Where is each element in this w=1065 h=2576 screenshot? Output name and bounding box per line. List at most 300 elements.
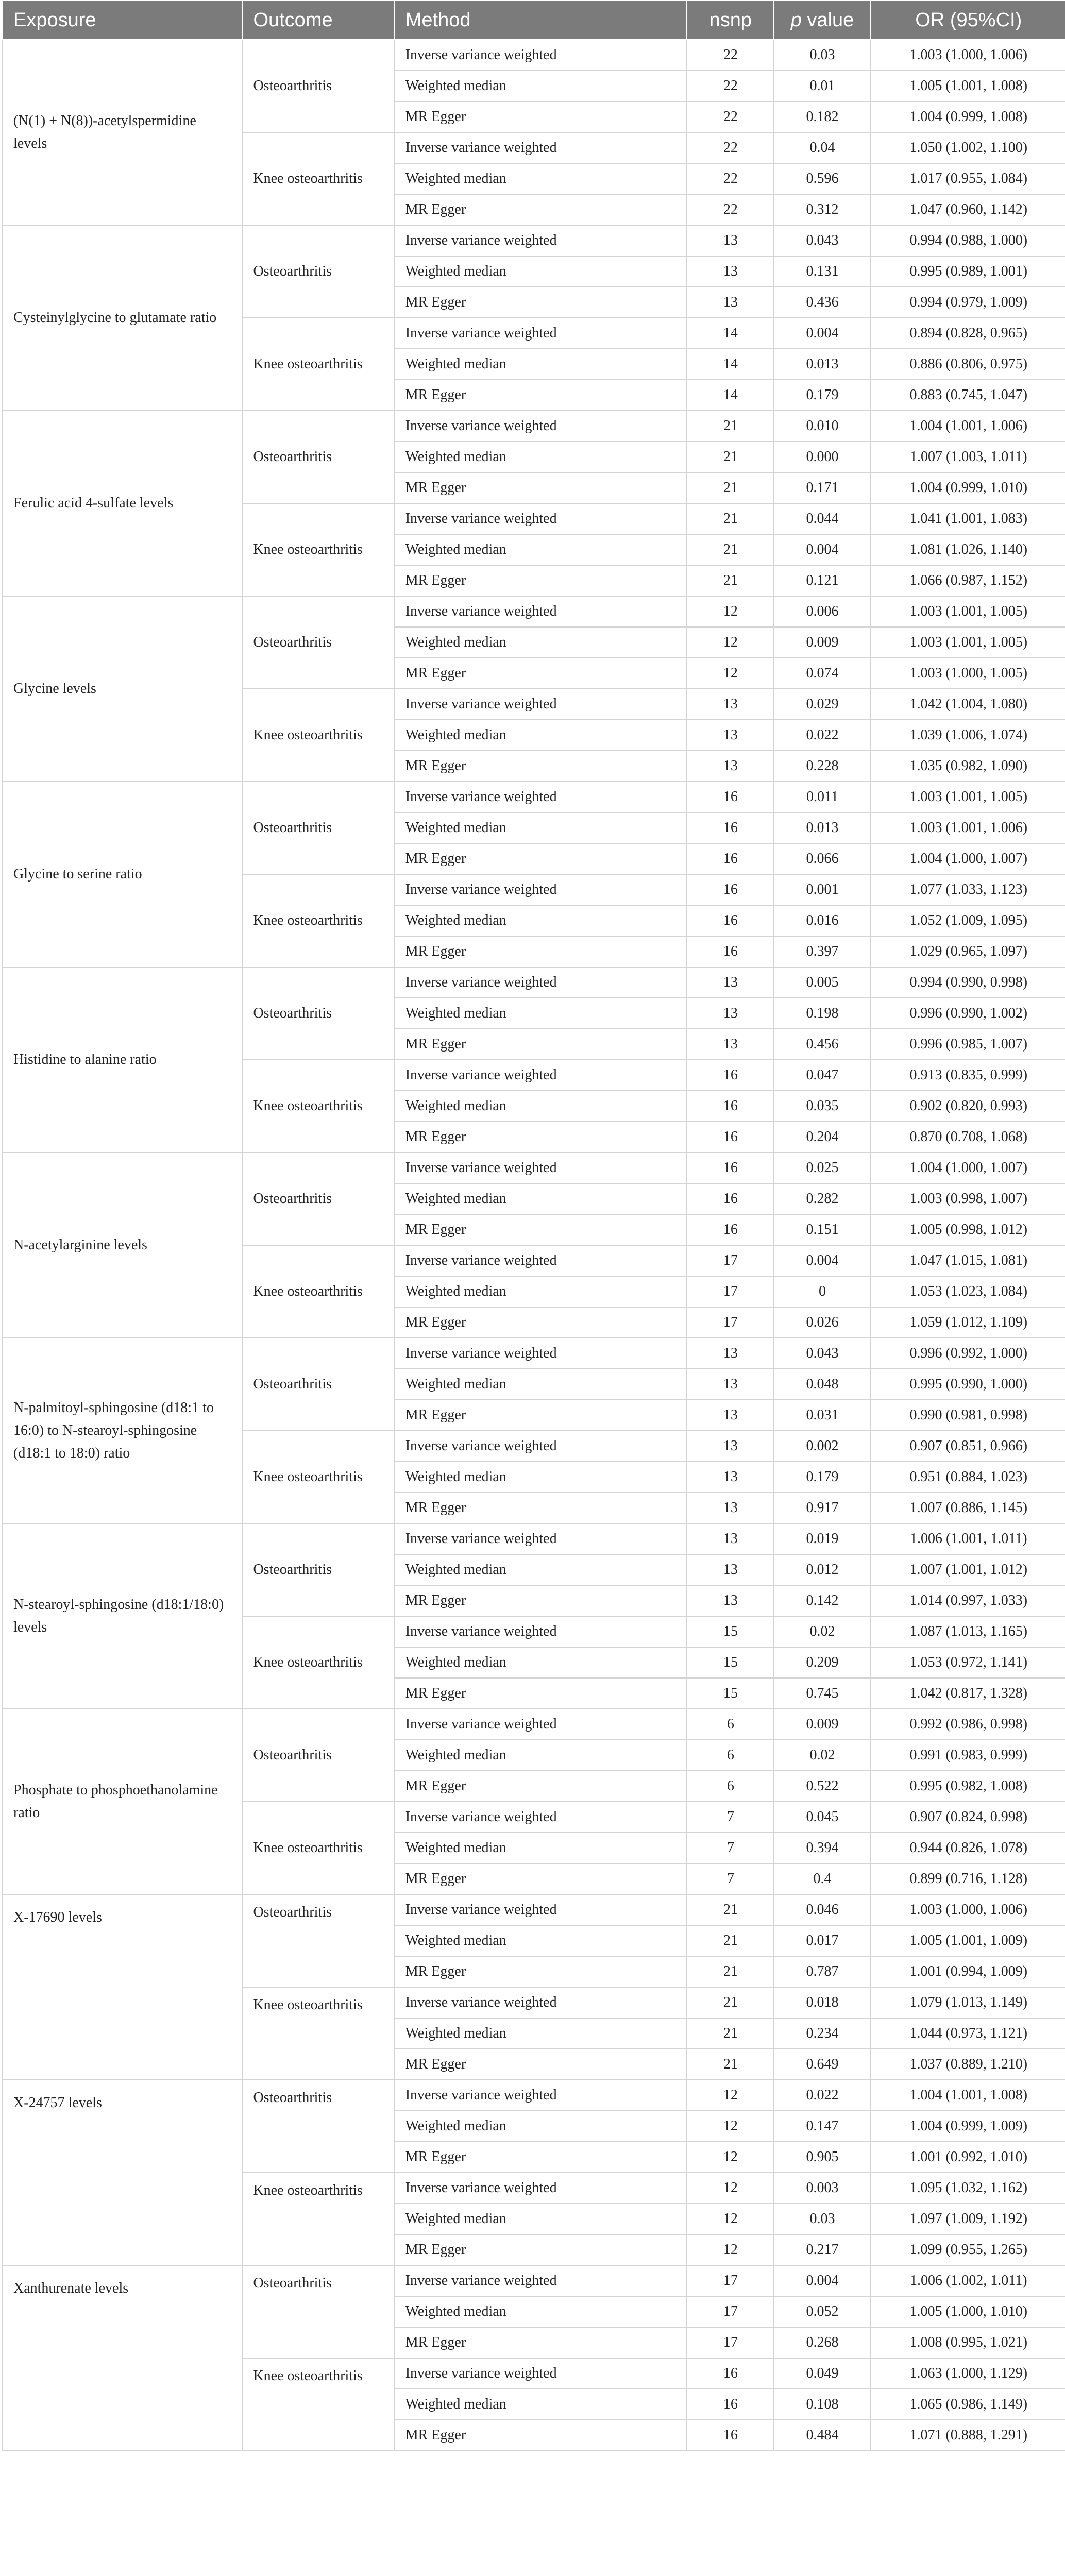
p-value-cell: 0.013 xyxy=(774,812,870,843)
p-value-cell: 0.052 xyxy=(774,2296,870,2327)
or-cell: 1.052 (1.009, 1.095) xyxy=(871,905,1065,936)
nsnp-cell: 16 xyxy=(687,812,774,843)
header-or: OR (95%CI) xyxy=(871,1,1065,40)
nsnp-cell: 12 xyxy=(687,2080,774,2111)
p-value-cell: 0.035 xyxy=(774,1091,870,1122)
or-cell: 1.006 (1.001, 1.011) xyxy=(871,1523,1065,1554)
p-value-cell: 0.074 xyxy=(774,658,870,689)
nsnp-cell: 21 xyxy=(687,534,774,565)
table-row xyxy=(3,1153,1065,1183)
or-cell: 1.065 (0.986, 1.149) xyxy=(871,2389,1065,2420)
or-cell: 1.007 (1.003, 1.011) xyxy=(871,442,1065,472)
nsnp-cell: 17 xyxy=(687,2296,774,2327)
method-cell: MR Egger xyxy=(395,843,687,874)
p-value-cell: 0.000 xyxy=(774,442,870,472)
method-cell: Inverse variance weighted xyxy=(395,1153,687,1183)
outcome-cell: Osteoarthritis xyxy=(242,967,394,1060)
method-cell: MR Egger xyxy=(395,1029,687,1060)
or-cell: 0.995 (0.982, 1.008) xyxy=(871,1771,1065,1802)
or-cell: 1.095 (1.032, 1.162) xyxy=(871,2173,1065,2204)
or-cell: 0.944 (0.826, 1.078) xyxy=(871,1833,1065,1863)
method-cell: Weighted median xyxy=(395,812,687,843)
p-value-cell: 0.016 xyxy=(774,905,870,936)
exposure-cell: N-stearoyl-sphingosine (d18:1/18:0) levels xyxy=(3,1523,242,1709)
nsnp-cell: 13 xyxy=(687,256,774,287)
nsnp-cell: 21 xyxy=(687,2049,774,2080)
method-cell: Inverse variance weighted xyxy=(395,1431,687,1462)
outcome-cell: Osteoarthritis xyxy=(242,1894,394,1987)
nsnp-cell: 21 xyxy=(687,503,774,534)
p-value-cell: 0.012 xyxy=(774,1554,870,1585)
exposure-cell: Histidine to alanine ratio xyxy=(3,967,242,1153)
method-cell: MR Egger xyxy=(395,101,687,132)
table-row xyxy=(3,40,1065,71)
outcome-cell: Osteoarthritis xyxy=(242,411,394,503)
method-cell: Weighted median xyxy=(395,2111,687,2142)
method-cell: Inverse variance weighted xyxy=(395,40,687,71)
table-row xyxy=(3,967,1065,998)
p-value-cell: 0.031 xyxy=(774,1400,870,1431)
method-cell: MR Egger xyxy=(395,1122,687,1153)
outcome-cell: Knee osteoarthritis xyxy=(242,1060,394,1153)
method-cell: Weighted median xyxy=(395,256,687,287)
or-cell: 0.907 (0.851, 0.966) xyxy=(871,1431,1065,1462)
method-cell: Weighted median xyxy=(395,627,687,658)
table-row xyxy=(3,225,1065,256)
outcome-cell: Knee osteoarthritis xyxy=(242,874,394,967)
nsnp-cell: 22 xyxy=(687,40,774,71)
exposure-cell: N-palmitoyl-sphingosine (d18:1 to 16:0) to N-stearoyl-sphingosine (d18:1 to 18:0) ratio xyxy=(3,1338,242,1523)
p-value-cell: 0.745 xyxy=(774,1678,870,1709)
method-cell: MR Egger xyxy=(395,565,687,596)
method-cell: MR Egger xyxy=(395,472,687,503)
p-value-cell: 0.456 xyxy=(774,1029,870,1060)
nsnp-cell: 12 xyxy=(687,2204,774,2234)
exposure-cell: Cysteinylglycine to glutamate ratio xyxy=(3,225,242,411)
nsnp-cell: 21 xyxy=(687,411,774,442)
or-cell: 0.994 (0.990, 0.998) xyxy=(871,967,1065,998)
nsnp-cell: 15 xyxy=(687,1647,774,1678)
outcome-cell: Knee osteoarthritis xyxy=(242,689,394,782)
table-row xyxy=(3,2080,1065,2111)
p-value-cell: 0.151 xyxy=(774,1214,870,1245)
header-p-italic: p xyxy=(790,9,802,31)
method-cell: MR Egger xyxy=(395,936,687,967)
method-cell: MR Egger xyxy=(395,2049,687,2080)
outcome-cell: Knee osteoarthritis xyxy=(242,503,394,596)
or-cell: 1.005 (1.000, 1.010) xyxy=(871,2296,1065,2327)
method-cell: Weighted median xyxy=(395,2296,687,2327)
nsnp-cell: 21 xyxy=(687,1894,774,1925)
nsnp-cell: 13 xyxy=(687,1462,774,1493)
p-value-cell: 0.171 xyxy=(774,472,870,503)
nsnp-cell: 13 xyxy=(687,1400,774,1431)
method-cell: Inverse variance weighted xyxy=(395,132,687,163)
exposure-cell: Glycine levels xyxy=(3,596,242,782)
table-row xyxy=(3,1894,1065,1925)
method-cell: Weighted median xyxy=(395,2204,687,2234)
or-cell: 1.059 (1.012, 1.109) xyxy=(871,1307,1065,1338)
p-value-cell: 0.4 xyxy=(774,1863,870,1894)
or-cell: 0.990 (0.981, 0.998) xyxy=(871,1400,1065,1431)
method-cell: Inverse variance weighted xyxy=(395,596,687,627)
p-value-cell: 0.905 xyxy=(774,2142,870,2173)
or-cell: 1.077 (1.033, 1.123) xyxy=(871,874,1065,905)
method-cell: Inverse variance weighted xyxy=(395,689,687,720)
p-value-cell: 0.596 xyxy=(774,163,870,194)
or-cell: 1.053 (0.972, 1.141) xyxy=(871,1647,1065,1678)
or-cell: 1.007 (0.886, 1.145) xyxy=(871,1493,1065,1523)
nsnp-cell: 16 xyxy=(687,843,774,874)
or-cell: 1.004 (0.999, 1.008) xyxy=(871,101,1065,132)
or-cell: 1.001 (0.994, 1.009) xyxy=(871,1956,1065,1987)
outcome-cell: Knee osteoarthritis xyxy=(242,2358,394,2451)
exposure-cell: (N(1) + N(8))-acetylspermidine levels xyxy=(3,40,242,225)
p-value-cell: 0.046 xyxy=(774,1894,870,1925)
nsnp-cell: 6 xyxy=(687,1709,774,1740)
method-cell: Inverse variance weighted xyxy=(395,1894,687,1925)
method-cell: Weighted median xyxy=(395,2389,687,2420)
method-cell: MR Egger xyxy=(395,1956,687,1987)
method-cell: MR Egger xyxy=(395,658,687,689)
or-cell: 0.913 (0.835, 0.999) xyxy=(871,1060,1065,1091)
or-cell: 1.042 (0.817, 1.328) xyxy=(871,1678,1065,1709)
or-cell: 1.050 (1.002, 1.100) xyxy=(871,132,1065,163)
outcome-cell: Osteoarthritis xyxy=(242,40,394,132)
header-p-value xyxy=(774,1,870,40)
p-value-cell: 0.004 xyxy=(774,534,870,565)
or-cell: 1.097 (1.009, 1.192) xyxy=(871,2204,1065,2234)
or-cell: 1.004 (0.999, 1.009) xyxy=(871,2111,1065,2142)
p-value-cell: 0.009 xyxy=(774,627,870,658)
or-cell: 1.039 (1.006, 1.074) xyxy=(871,720,1065,751)
exposure-cell: N-acetylarginine levels xyxy=(3,1153,242,1338)
p-value-cell: 0.268 xyxy=(774,2327,870,2358)
nsnp-cell: 16 xyxy=(687,2389,774,2420)
or-cell: 1.079 (1.013, 1.149) xyxy=(871,1987,1065,2018)
or-cell: 1.047 (1.015, 1.081) xyxy=(871,1245,1065,1276)
table-row xyxy=(3,2265,1065,2296)
outcome-cell: Knee osteoarthritis xyxy=(242,1616,394,1709)
nsnp-cell: 16 xyxy=(687,2420,774,2451)
outcome-cell: Knee osteoarthritis xyxy=(242,132,394,225)
outcome-cell: Knee osteoarthritis xyxy=(242,318,394,411)
p-value-cell: 0.03 xyxy=(774,40,870,71)
or-cell: 1.037 (0.889, 1.210) xyxy=(871,2049,1065,2080)
header-exposure: Exposure xyxy=(3,1,242,40)
p-value-cell: 0.044 xyxy=(774,503,870,534)
outcome-cell: Knee osteoarthritis xyxy=(242,2173,394,2265)
or-cell: 1.081 (1.026, 1.140) xyxy=(871,534,1065,565)
method-cell: Weighted median xyxy=(395,1647,687,1678)
nsnp-cell: 13 xyxy=(687,1585,774,1616)
outcome-cell: Osteoarthritis xyxy=(242,782,394,874)
p-value-cell: 0.017 xyxy=(774,1925,870,1956)
or-cell: 1.003 (1.001, 1.005) xyxy=(871,596,1065,627)
or-cell: 0.992 (0.986, 0.998) xyxy=(871,1709,1065,1740)
p-value-cell: 0.002 xyxy=(774,1431,870,1462)
method-cell: Weighted median xyxy=(395,442,687,472)
nsnp-cell: 21 xyxy=(687,1987,774,2018)
or-cell: 1.001 (0.992, 1.010) xyxy=(871,2142,1065,2173)
p-value-cell: 0.022 xyxy=(774,720,870,751)
method-cell: Weighted median xyxy=(395,1369,687,1400)
method-cell: Inverse variance weighted xyxy=(395,2265,687,2296)
method-cell: MR Egger xyxy=(395,1214,687,1245)
nsnp-cell: 12 xyxy=(687,2142,774,2173)
method-cell: MR Egger xyxy=(395,1863,687,1894)
method-cell: Inverse variance weighted xyxy=(395,1709,687,1740)
method-cell: Inverse variance weighted xyxy=(395,782,687,812)
or-cell: 0.883 (0.745, 1.047) xyxy=(871,380,1065,411)
nsnp-cell: 21 xyxy=(687,1925,774,1956)
method-cell: MR Egger xyxy=(395,1678,687,1709)
method-cell: Inverse variance weighted xyxy=(395,1802,687,1833)
method-cell: Weighted median xyxy=(395,2018,687,2049)
p-value-cell: 0.649 xyxy=(774,2049,870,2080)
p-value-cell: 0.045 xyxy=(774,1802,870,1833)
method-cell: Weighted median xyxy=(395,349,687,380)
nsnp-cell: 21 xyxy=(687,1956,774,1987)
p-value-cell: 0.047 xyxy=(774,1060,870,1091)
p-value-cell: 0.018 xyxy=(774,1987,870,2018)
outcome-cell: Osteoarthritis xyxy=(242,1523,394,1616)
p-value-cell: 0.011 xyxy=(774,782,870,812)
nsnp-cell: 6 xyxy=(687,1740,774,1771)
nsnp-cell: 16 xyxy=(687,905,774,936)
nsnp-cell: 13 xyxy=(687,967,774,998)
nsnp-cell: 13 xyxy=(687,1029,774,1060)
or-cell: 1.003 (1.001, 1.005) xyxy=(871,627,1065,658)
method-cell: MR Egger xyxy=(395,1493,687,1523)
or-cell: 1.005 (1.001, 1.008) xyxy=(871,71,1065,101)
outcome-cell: Knee osteoarthritis xyxy=(242,1987,394,2080)
or-cell: 1.003 (1.000, 1.006) xyxy=(871,40,1065,71)
nsnp-cell: 17 xyxy=(687,2327,774,2358)
nsnp-cell: 13 xyxy=(687,1338,774,1369)
or-cell: 1.008 (0.995, 1.021) xyxy=(871,2327,1065,2358)
p-value-cell: 0.179 xyxy=(774,380,870,411)
nsnp-cell: 13 xyxy=(687,1431,774,1462)
method-cell: Inverse variance weighted xyxy=(395,411,687,442)
or-cell: 1.041 (1.001, 1.083) xyxy=(871,503,1065,534)
or-cell: 1.006 (1.002, 1.011) xyxy=(871,2265,1065,2296)
nsnp-cell: 16 xyxy=(687,1153,774,1183)
p-value-cell: 0.02 xyxy=(774,1616,870,1647)
nsnp-cell: 16 xyxy=(687,2358,774,2389)
p-value-cell: 0.009 xyxy=(774,1709,870,1740)
method-cell: Inverse variance weighted xyxy=(395,1616,687,1647)
p-value-cell: 0.234 xyxy=(774,2018,870,2049)
nsnp-cell: 17 xyxy=(687,1307,774,1338)
method-cell: Weighted median xyxy=(395,720,687,751)
method-cell: MR Egger xyxy=(395,380,687,411)
or-cell: 1.099 (0.955, 1.265) xyxy=(871,2234,1065,2265)
method-cell: Inverse variance weighted xyxy=(395,1523,687,1554)
method-cell: Inverse variance weighted xyxy=(395,967,687,998)
method-cell: Weighted median xyxy=(395,1925,687,1956)
p-value-cell: 0.917 xyxy=(774,1493,870,1523)
method-cell: Inverse variance weighted xyxy=(395,1245,687,1276)
p-value-cell: 0.02 xyxy=(774,1740,870,1771)
p-value-cell: 0.004 xyxy=(774,1245,870,1276)
method-cell: Weighted median xyxy=(395,1740,687,1771)
p-value-cell: 0.004 xyxy=(774,2265,870,2296)
outcome-cell: Osteoarthritis xyxy=(242,1153,394,1245)
or-cell: 1.053 (1.023, 1.084) xyxy=(871,1276,1065,1307)
or-cell: 0.996 (0.990, 1.002) xyxy=(871,998,1065,1029)
outcome-cell: Osteoarthritis xyxy=(242,1338,394,1431)
or-cell: 1.047 (0.960, 1.142) xyxy=(871,194,1065,225)
outcome-cell: Osteoarthritis xyxy=(242,596,394,689)
method-cell: Weighted median xyxy=(395,163,687,194)
nsnp-cell: 13 xyxy=(687,225,774,256)
table-body xyxy=(3,40,1065,2451)
method-cell: MR Egger xyxy=(395,1585,687,1616)
nsnp-cell: 21 xyxy=(687,472,774,503)
nsnp-cell: 22 xyxy=(687,163,774,194)
method-cell: Weighted median xyxy=(395,1183,687,1214)
or-cell: 1.004 (1.001, 1.006) xyxy=(871,411,1065,442)
nsnp-cell: 14 xyxy=(687,380,774,411)
method-cell: MR Egger xyxy=(395,2327,687,2358)
p-value-cell: 0.01 xyxy=(774,71,870,101)
or-cell: 1.066 (0.987, 1.152) xyxy=(871,565,1065,596)
or-cell: 0.886 (0.806, 0.975) xyxy=(871,349,1065,380)
nsnp-cell: 7 xyxy=(687,1863,774,1894)
header-method: Method xyxy=(395,1,687,40)
table-header xyxy=(3,1,1065,40)
table-row xyxy=(3,1523,1065,1554)
p-value-cell: 0.022 xyxy=(774,2080,870,2111)
p-value-cell: 0.209 xyxy=(774,1647,870,1678)
or-cell: 0.894 (0.828, 0.965) xyxy=(871,318,1065,349)
table-row xyxy=(3,782,1065,812)
p-value-cell: 0.131 xyxy=(774,256,870,287)
nsnp-cell: 12 xyxy=(687,2173,774,2204)
nsnp-cell: 13 xyxy=(687,1523,774,1554)
p-value-cell: 0.397 xyxy=(774,936,870,967)
or-cell: 0.899 (0.716, 1.128) xyxy=(871,1863,1065,1894)
p-value-cell: 0.005 xyxy=(774,967,870,998)
nsnp-cell: 22 xyxy=(687,71,774,101)
table-row xyxy=(3,411,1065,442)
table-row xyxy=(3,1709,1065,1740)
p-value-cell: 0.066 xyxy=(774,843,870,874)
nsnp-cell: 12 xyxy=(687,627,774,658)
nsnp-cell: 13 xyxy=(687,287,774,318)
or-cell: 1.005 (1.001, 1.009) xyxy=(871,1925,1065,1956)
method-cell: Inverse variance weighted xyxy=(395,1987,687,2018)
or-cell: 0.996 (0.985, 1.007) xyxy=(871,1029,1065,1060)
method-cell: Inverse variance weighted xyxy=(395,225,687,256)
nsnp-cell: 22 xyxy=(687,194,774,225)
p-value-cell: 0.003 xyxy=(774,2173,870,2204)
exposure-cell: X-17690 levels xyxy=(3,1894,242,2080)
p-value-cell: 0.217 xyxy=(774,2234,870,2265)
or-cell: 1.029 (0.965, 1.097) xyxy=(871,936,1065,967)
or-cell: 0.951 (0.884, 1.023) xyxy=(871,1462,1065,1493)
p-value-cell: 0.026 xyxy=(774,1307,870,1338)
or-cell: 1.003 (1.001, 1.006) xyxy=(871,812,1065,843)
p-value-cell: 0.394 xyxy=(774,1833,870,1863)
nsnp-cell: 13 xyxy=(687,1554,774,1585)
p-value-cell: 0.282 xyxy=(774,1183,870,1214)
nsnp-cell: 13 xyxy=(687,998,774,1029)
p-value-cell: 0.179 xyxy=(774,1462,870,1493)
or-cell: 1.004 (0.999, 1.010) xyxy=(871,472,1065,503)
or-cell: 0.991 (0.983, 0.999) xyxy=(871,1740,1065,1771)
p-value-cell: 0 xyxy=(774,1276,870,1307)
header-p-rest: value xyxy=(801,9,854,31)
p-value-cell: 0.204 xyxy=(774,1122,870,1153)
outcome-cell: Knee osteoarthritis xyxy=(242,1245,394,1338)
nsnp-cell: 12 xyxy=(687,658,774,689)
p-value-cell: 0.787 xyxy=(774,1956,870,1987)
nsnp-cell: 16 xyxy=(687,936,774,967)
or-cell: 1.007 (1.001, 1.012) xyxy=(871,1554,1065,1585)
exposure-cell: Xanthurenate levels xyxy=(3,2265,242,2451)
nsnp-cell: 16 xyxy=(687,1060,774,1091)
nsnp-cell: 22 xyxy=(687,132,774,163)
p-value-cell: 0.142 xyxy=(774,1585,870,1616)
nsnp-cell: 21 xyxy=(687,565,774,596)
nsnp-cell: 22 xyxy=(687,101,774,132)
nsnp-cell: 15 xyxy=(687,1616,774,1647)
method-cell: MR Egger xyxy=(395,194,687,225)
p-value-cell: 0.048 xyxy=(774,1369,870,1400)
p-value-cell: 0.001 xyxy=(774,874,870,905)
nsnp-cell: 7 xyxy=(687,1833,774,1863)
or-cell: 1.004 (1.000, 1.007) xyxy=(871,1153,1065,1183)
or-cell: 0.907 (0.824, 0.998) xyxy=(871,1802,1065,1833)
nsnp-cell: 12 xyxy=(687,596,774,627)
nsnp-cell: 14 xyxy=(687,318,774,349)
exposure-cell: Phosphate to phosphoethanolamine ratio xyxy=(3,1709,242,1894)
nsnp-cell: 15 xyxy=(687,1678,774,1709)
exposure-cell: X-24757 levels xyxy=(3,2080,242,2265)
nsnp-cell: 16 xyxy=(687,1091,774,1122)
results-table xyxy=(2,0,1065,2451)
outcome-cell: Osteoarthritis xyxy=(242,225,394,318)
or-cell: 1.017 (0.955, 1.084) xyxy=(871,163,1065,194)
or-cell: 1.042 (1.004, 1.080) xyxy=(871,689,1065,720)
outcome-cell: Osteoarthritis xyxy=(242,1709,394,1802)
nsnp-cell: 16 xyxy=(687,782,774,812)
method-cell: Inverse variance weighted xyxy=(395,318,687,349)
p-value-cell: 0.019 xyxy=(774,1523,870,1554)
nsnp-cell: 17 xyxy=(687,1245,774,1276)
method-cell: Weighted median xyxy=(395,1091,687,1122)
method-cell: Inverse variance weighted xyxy=(395,2080,687,2111)
method-cell: MR Egger xyxy=(395,751,687,782)
p-value-cell: 0.108 xyxy=(774,2389,870,2420)
or-cell: 0.994 (0.988, 1.000) xyxy=(871,225,1065,256)
nsnp-cell: 13 xyxy=(687,751,774,782)
method-cell: MR Egger xyxy=(395,1307,687,1338)
nsnp-cell: 13 xyxy=(687,1369,774,1400)
method-cell: Weighted median xyxy=(395,905,687,936)
method-cell: Inverse variance weighted xyxy=(395,2173,687,2204)
or-cell: 0.996 (0.992, 1.000) xyxy=(871,1338,1065,1369)
method-cell: MR Egger xyxy=(395,2142,687,2173)
outcome-cell: Osteoarthritis xyxy=(242,2080,394,2173)
or-cell: 0.870 (0.708, 1.068) xyxy=(871,1122,1065,1153)
nsnp-cell: 21 xyxy=(687,442,774,472)
outcome-cell: Osteoarthritis xyxy=(242,2265,394,2358)
method-cell: Weighted median xyxy=(395,1833,687,1863)
nsnp-cell: 21 xyxy=(687,2018,774,2049)
